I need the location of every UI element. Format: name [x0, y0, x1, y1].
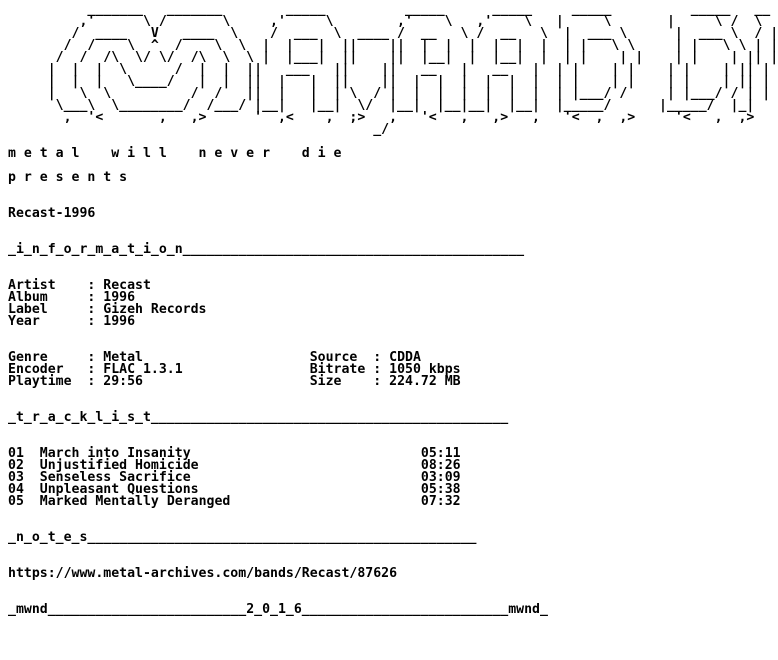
track-title: Senseless Sacrifice [39, 470, 191, 485]
track-number: 04 [8, 482, 24, 497]
year-label: Year [8, 314, 40, 329]
artist-label: Artist [8, 278, 56, 293]
genre-label: Genre [8, 350, 48, 365]
genre-value: Metal [103, 350, 143, 365]
track-duration: 08:26 [420, 458, 461, 473]
album-value: 1996 [103, 290, 136, 305]
album-label: Album [8, 290, 48, 305]
track-duration: 03:09 [420, 470, 461, 485]
footer-year: 2_0_1_6 [246, 602, 302, 617]
encoder-label: Encoder [8, 362, 64, 377]
track-title: Marked Mentally Deranged [39, 494, 231, 509]
track-row [8, 494, 461, 509]
presents-line: p r e s e n t s [8, 170, 128, 185]
release-title: Recast-1996 [8, 206, 96, 221]
track-duration: 05:11 [420, 446, 461, 461]
track-title: Unjustified Homicide [39, 458, 199, 473]
artist-value: Recast [103, 278, 151, 293]
track-duration: 07:32 [420, 494, 461, 509]
playtime-value: 29:56 [103, 374, 143, 389]
label-label: Label [8, 302, 48, 317]
tagline: m e t a l w i l l n e v e r d i e [8, 146, 342, 161]
tracklist-heading: _t_r_a_c_k_l_i_s_t [8, 410, 151, 425]
bitrate-label: Bitrate [309, 362, 366, 377]
source-label: Source [309, 350, 358, 365]
track-title: Unpleasant Questions [39, 482, 199, 497]
footer-left: _mwnd [8, 602, 48, 617]
size-value: 224.72 MB [389, 374, 461, 389]
label-value: Gizeh Records [103, 302, 207, 317]
track-number: 03 [8, 470, 24, 485]
playtime-label: Playtime [8, 374, 72, 389]
track-duration: 05:38 [420, 482, 461, 497]
source-value: CDDA [389, 350, 421, 365]
ascii-logo: _______ _______ _____ _____ _____ _____ _____ __ ,' \ / \ ,' \ ,' \ ,' \ | \ | \ / \ / ____ V ____ \ / ___ \ ____ / __ \ / __ \ | ___ \ | ___ \ / | / / \ ^ / \ \ | | | || || | | | | | | | | \ \ | | \ \ | | / / /\ \/ \/ /\ \ \ | |___| || || |__| | |__| | | | | | | | | || | | | | \ / | | || ___ || || __ | __ | | | | | | | | || | | | | \____/ | | || | | || || | | | | | | | | | | | | | || | | \ \ / / || | | | \ / | | | | | | | | |___/ / | |___/ / | | \___\ \________/ /___/ |__| |__| \/ |__| |__|__| |__| |_____/ |_____/ |_| , '< , ,> ' ,< , ;> , '< , ,> , '< , ,> '< , ,> _/ [47, 2, 778, 137]
nfo-document: _______ _______ _____ _____ _____ _____ _____ __ ,' \ / \ ,' \ ,' \ ,' \ | \ | \ / \ / ____ V ____ \ / ___ \ ____ / __ \ / __ \ | ___ \ | ___ \ / | / / \ ^ / \ \ | | | || || | | | | | | | | \ \ | | \ \ | | / / /\ \/ \/ /\ \ \ | |___| || || |__| | |__| | | | | | | | | || | | | | \ / | | || ___ || || __ | __ | | | | | | | | || | | | | \____/ | | || | | || || | | | | | | | | | | | | | || | | \ \ / / || | | | \ / | | | | | | | | |___/ / | |___/ / | | \___\ \________/ /___/ |__| |__| \/ |__| |__|__| |__| |_____/ |_____/ |_| , '< , ,> ' ,< , ;> , '< , ,> , '< , ,> '< , ,> _/ m e t a l w i l l n e v e r d i e p r e s e n t s Recast-1996 _i_n_f_o_r_m_a_t_i_o_n___________________________________________ Artist : Recast Album : 1996 Label : Gizeh Records Year : 1996 Genre : Metal Source : CDDA Encoder : FLAC 1.3.1 Bitrate : 1050 kbps Playtime : 29:56 Size : 224.72 MB _t_r_a_c_k_l_i_s_t_____________________________________________ 01 March into Insanity 05:11 02 Unjustified Homicide 08:26 03 Senseless Sacrifice 03:09 04 Unpleasant Questions 05:38 05 Marked Mentally Deranged 07:32 _n_o_t_e_s_________________________________________________ https://www.metal-archives.com/bands/Recast/87626 _mwnd_________________________2_0_1_6__________________________mwnd_ [8, 2, 778, 617]
track-number: 02 [8, 458, 24, 473]
track-number: 05 [8, 494, 24, 509]
size-label: Size [309, 374, 342, 389]
bitrate-value: 1050 kbps [389, 362, 461, 377]
notes-url: https://www.metal-archives.com/bands/Recast/87626 [8, 566, 398, 581]
track-number: 01 [8, 446, 24, 461]
footer-right: mwnd_ [508, 602, 548, 617]
notes-heading: _n_o_t_e_s [8, 530, 88, 545]
year-value: 1996 [103, 314, 136, 329]
information-heading: _i_n_f_o_r_m_a_t_i_o_n [8, 242, 183, 257]
track-title: March into Insanity [39, 446, 191, 461]
encoder-value: FLAC 1.3.1 [103, 362, 183, 377]
